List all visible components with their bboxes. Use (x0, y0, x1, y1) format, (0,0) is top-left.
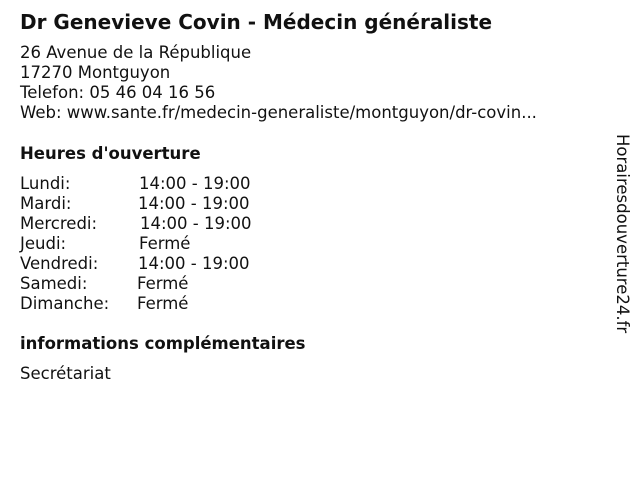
day-label: Mardi: (20, 194, 72, 213)
site-watermark: Horairesdouverture24.fr (613, 134, 632, 334)
page-title: Dr Genevieve Covin - Médecin généraliste (20, 10, 493, 34)
day-hours: 14:00 - 19:00 (138, 254, 250, 273)
day-hours: 14:00 - 19:00 (138, 194, 250, 213)
additional-info-heading: informations complémentaires (20, 334, 306, 353)
opening-hours-heading: Heures d'ouverture (20, 144, 201, 163)
day-label: Samedi: (20, 274, 88, 293)
additional-info-text: Secrétariat (20, 364, 111, 383)
day-label: Jeudi: (20, 234, 67, 253)
phone-number: Telefon: 05 46 04 16 56 (20, 83, 216, 102)
day-label: Lundi: (20, 174, 71, 193)
day-hours: Fermé (139, 234, 191, 253)
street-address: 26 Avenue de la République (20, 43, 252, 62)
day-hours: 14:00 - 19:00 (140, 214, 252, 233)
day-hours: 14:00 - 19:00 (139, 174, 251, 193)
contact-block (20, 43, 537, 123)
day-label: Dimanche: (20, 294, 110, 313)
day-label: Vendredi: (20, 254, 99, 273)
day-hours: Fermé (137, 274, 189, 293)
city-postal-code: 17270 Montguyon (20, 63, 171, 82)
day-hours: Fermé (137, 294, 189, 313)
website-link[interactable]: Web: www.sante.fr/medecin-generaliste/montguyon/dr-covin... (20, 103, 537, 122)
day-label: Mercredi: (20, 214, 98, 233)
